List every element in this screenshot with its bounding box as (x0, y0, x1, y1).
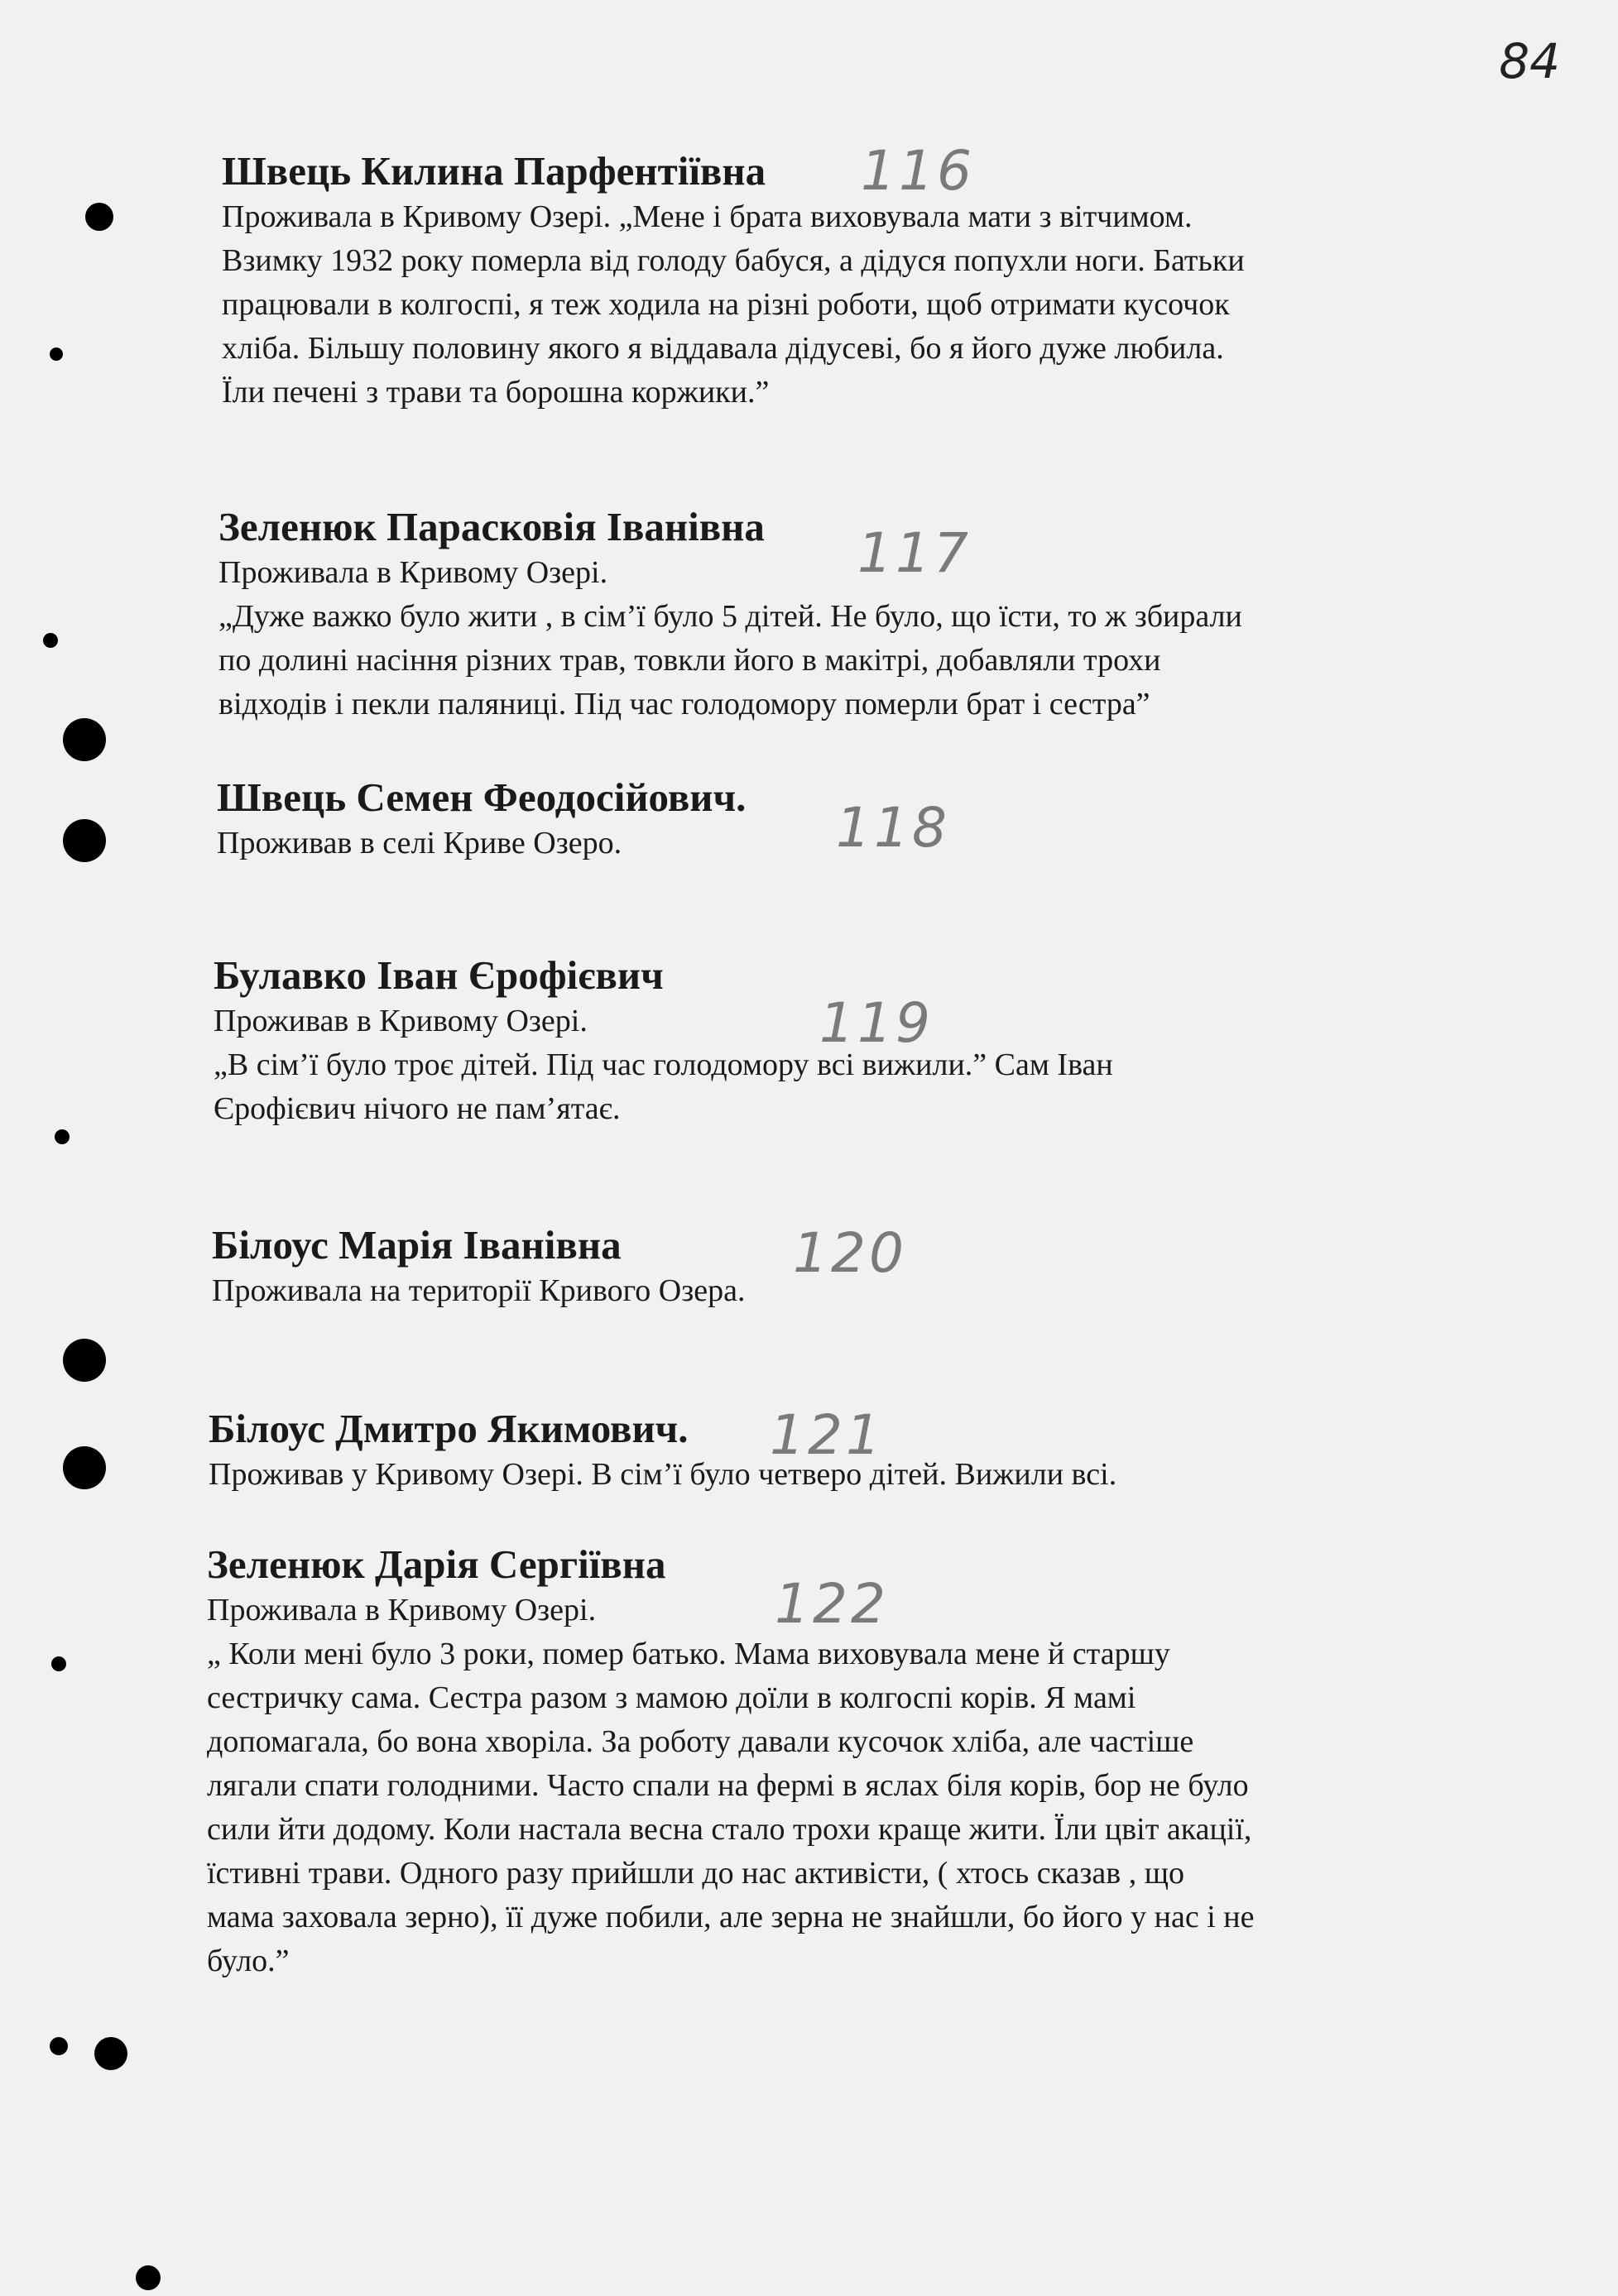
testimony-text: Проживав в селі Криве Озеро. (217, 826, 622, 860)
person-name: Зеленюк Парасковія Іванівна (218, 504, 765, 549)
punch-hole (63, 718, 106, 761)
testimony-text: Проживала в Кривому Озері. „Дуже важко було жити , в сім’ї було 5 дітей. Не було, що їсти, то ж збирали по долині насіння різних трав, товкли його в макітрі, добавляли трохи відходів і пекли паляниці. Під час голодомору померли брат і сестра” (218, 555, 1242, 721)
punch-hole (50, 2037, 68, 2055)
punch-hole (43, 633, 58, 648)
handwritten-entry-number: 118 (836, 796, 950, 860)
punch-hole (63, 819, 106, 862)
punch-hole (85, 203, 113, 231)
testimony-text: Проживала на території Кривого Озера. (212, 1273, 746, 1308)
person-name: Зеленюк Дарія Сергіївна (207, 1541, 666, 1587)
person-name: Швець Семен Феодосійович. (217, 774, 747, 820)
handwritten-entry-number: 117 (857, 521, 972, 585)
punch-hole (55, 1129, 70, 1144)
handwritten-entry-number: 116 (861, 139, 975, 203)
punch-hole (136, 2265, 161, 2290)
testimony-text: Проживала в Кривому Озері. „ Коли мені було 3 роки, помер батько. Мама виховувала мене й старшу сестричку сама. Сестра разом з мамою доїли в колгоспі корів. Я мамі допомагала, бо вона хворіла. За роботу давали кусочок хліба, але частіше лягали спати голодними. Часто спали на фермі в яслах біля корів, бор не було сили йти додому. Коли настала весна стало трохи краще жити. Їли цвіт акації, їстивні трави. Одного разу прийшли до нас активісти, ( хтось сказав , що мама заховала зерно), її дуже побили, але зерна не знайшли, бо його у нас і не було.” (207, 1593, 1255, 1978)
testimony-text: Проживав у Кривому Озері. В сім’ї було четверо дітей. Вижили всі. (209, 1457, 1117, 1492)
punch-hole (50, 348, 63, 361)
handwritten-entry-number: 121 (770, 1403, 884, 1467)
handwritten-page-number: 84 (1499, 33, 1560, 89)
handwritten-entry-number: 120 (793, 1221, 907, 1285)
punch-hole (51, 1656, 66, 1671)
person-name: Білоус Марія Іванівна (212, 1222, 622, 1268)
punch-hole (63, 1339, 106, 1382)
punch-hole (63, 1446, 106, 1489)
testimony-text: Проживала в Кривому Озері. „Мене і брата виховувала мати з вітчимом. Взимку 1932 року померла від голоду бабуся, а дідуся попухли ноги. Батьки працювали в колгоспі, я теж ходила на різні роботи, щоб отримати кусочок хліба. Більшу половину якого я віддавала дідусеві, бо я його дуже любила. Їли печені з трави та борошна коржики.” (222, 199, 1245, 410)
person-name: Булавко Іван Єрофієвич (214, 952, 664, 998)
testimony-text: Проживав в Кривому Озері. „В сім’ї було троє дітей. Під час голодомору всі вижили.” Сам Іван Єрофієвич нічого не пам’ятає. (214, 1004, 1113, 1126)
handwritten-entry-number: 119 (819, 991, 934, 1055)
person-name: Білоус Дмитро Якимович. (209, 1406, 689, 1451)
person-name: Швець Килина Парфентіївна (222, 148, 766, 194)
punch-hole (94, 2037, 127, 2070)
handwritten-entry-number: 122 (775, 1572, 889, 1636)
